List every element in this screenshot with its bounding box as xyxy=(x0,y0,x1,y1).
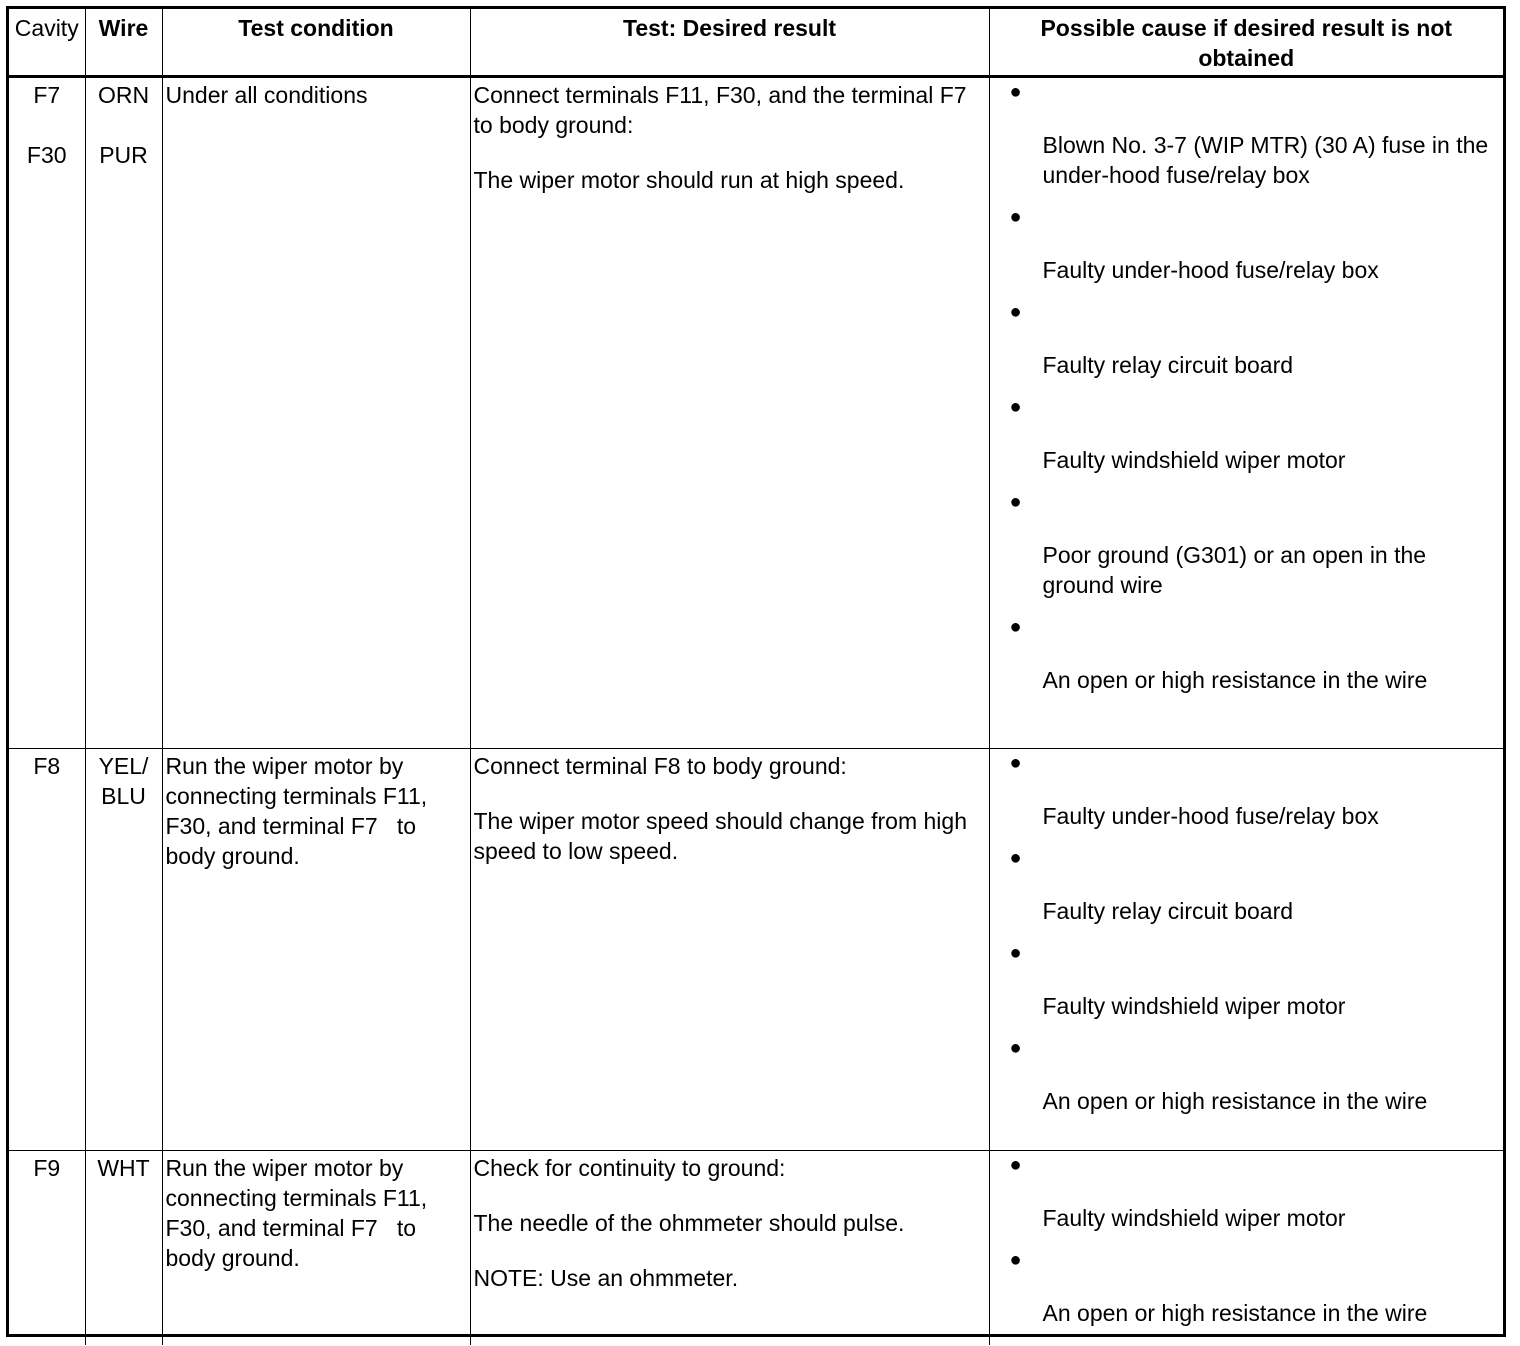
cause-cell xyxy=(989,1151,1503,1346)
cavity-value: F9 xyxy=(33,1155,61,1181)
result-cell xyxy=(470,749,989,1151)
cause-text: Poor ground (G301) or an open in the ground wire xyxy=(1042,542,1427,598)
cause-text: Faulty relay circuit board xyxy=(1042,352,1294,378)
bullet-icon: ● xyxy=(1009,301,1022,323)
bullet-icon: ● xyxy=(1009,616,1022,638)
cavity-cell xyxy=(9,749,85,1151)
wire-value: ORN xyxy=(97,82,150,108)
cause-list xyxy=(993,751,1501,1116)
cavity-cell xyxy=(9,77,85,749)
result-paragraph: NOTE: Use an ohmmeter. xyxy=(473,1265,739,1291)
header-row xyxy=(9,9,1503,77)
table-row xyxy=(9,1151,1503,1346)
cavity-value: F7 xyxy=(33,82,61,108)
bullet-icon: ● xyxy=(1009,206,1022,228)
bullet-icon: ● xyxy=(1009,81,1022,103)
cause-text: Faulty windshield wiper motor xyxy=(1042,447,1346,473)
list-item xyxy=(993,751,1501,831)
header-cavity: Cavity xyxy=(9,9,85,77)
result-cell xyxy=(470,1151,989,1346)
header-desired-result: Test: Desired result xyxy=(470,9,989,77)
cavity-cell xyxy=(9,1151,85,1346)
bullet-icon: ● xyxy=(1009,942,1022,964)
cause-text: Faulty under-hood fuse/relay box xyxy=(1042,803,1379,829)
condition-cell: Run the wiper motor by connecting terminals F11, F30, and terminal F7 to body ground. xyxy=(162,1151,470,1346)
cause-text: Faulty under-hood fuse/relay box xyxy=(1042,257,1379,283)
bullet-icon: ● xyxy=(1009,1037,1022,1059)
list-item xyxy=(993,80,1501,190)
cause-cell xyxy=(989,77,1503,749)
list-item xyxy=(993,300,1501,380)
header-test-condition: Test condition xyxy=(162,9,470,77)
list-item xyxy=(993,941,1501,1021)
result-cell xyxy=(470,77,989,749)
result-paragraph: The needle of the ohmmeter should pulse. xyxy=(473,1210,905,1236)
list-item xyxy=(993,1153,1501,1233)
cavity-value: F8 xyxy=(33,753,61,779)
wire-cell xyxy=(85,749,162,1151)
cause-text: Faulty windshield wiper motor xyxy=(1042,993,1346,1019)
wire-value: WHT xyxy=(97,1155,150,1181)
result-paragraph: Connect terminals F11, F30, and the terminal F7 to body ground: xyxy=(473,82,967,138)
cause-text: Faulty windshield wiper motor xyxy=(1042,1205,1346,1231)
cause-cell xyxy=(989,749,1503,1151)
result-paragraph: The wiper motor speed should change from high speed to low speed. xyxy=(473,808,968,864)
cause-list xyxy=(993,1153,1501,1328)
wire-value: PUR xyxy=(99,142,148,168)
troubleshooting-table xyxy=(9,9,1503,1345)
list-item xyxy=(993,615,1501,695)
list-item xyxy=(993,1036,1501,1116)
cause-text: Faulty relay circuit board xyxy=(1042,898,1294,924)
cause-text: An open or high resistance in the wire xyxy=(1042,1300,1428,1326)
list-item xyxy=(993,490,1501,600)
table-row xyxy=(9,77,1503,749)
cause-text: An open or high resistance in the wire xyxy=(1042,667,1428,693)
cause-text: An open or high resistance in the wire xyxy=(1042,1088,1428,1114)
header-wire: Wire xyxy=(85,9,162,77)
bullet-icon: ● xyxy=(1009,752,1022,774)
result-paragraph: Connect terminal F8 to body ground: xyxy=(473,753,847,779)
table-row xyxy=(9,749,1503,1151)
condition-cell: Run the wiper motor by connecting terminals F11, F30, and terminal F7 to body ground. xyxy=(162,749,470,1151)
result-paragraph: The wiper motor should run at high speed. xyxy=(473,167,905,193)
cause-text: Blown No. 3-7 (WIP MTR) (30 A) fuse in the under-hood fuse/relay box xyxy=(1042,132,1489,188)
cavity-value: F30 xyxy=(26,142,67,168)
wire-value: YEL/ BLU xyxy=(98,753,149,809)
list-item xyxy=(993,395,1501,475)
wire-cell xyxy=(85,1151,162,1346)
cause-list xyxy=(993,80,1501,695)
list-item xyxy=(993,205,1501,285)
bullet-icon: ● xyxy=(1009,491,1022,513)
bullet-icon: ● xyxy=(1009,1249,1022,1271)
list-item xyxy=(993,1248,1501,1328)
bullet-icon: ● xyxy=(1009,396,1022,418)
wire-cell xyxy=(85,77,162,749)
bullet-icon: ● xyxy=(1009,1154,1022,1176)
condition-cell: Under all conditions xyxy=(162,77,470,749)
list-item xyxy=(993,846,1501,926)
bullet-icon: ● xyxy=(1009,847,1022,869)
troubleshooting-table-frame xyxy=(6,6,1506,1337)
header-possible-cause: Possible cause if desired result is not obtained xyxy=(989,9,1503,77)
result-paragraph: Check for continuity to ground: xyxy=(473,1155,786,1181)
